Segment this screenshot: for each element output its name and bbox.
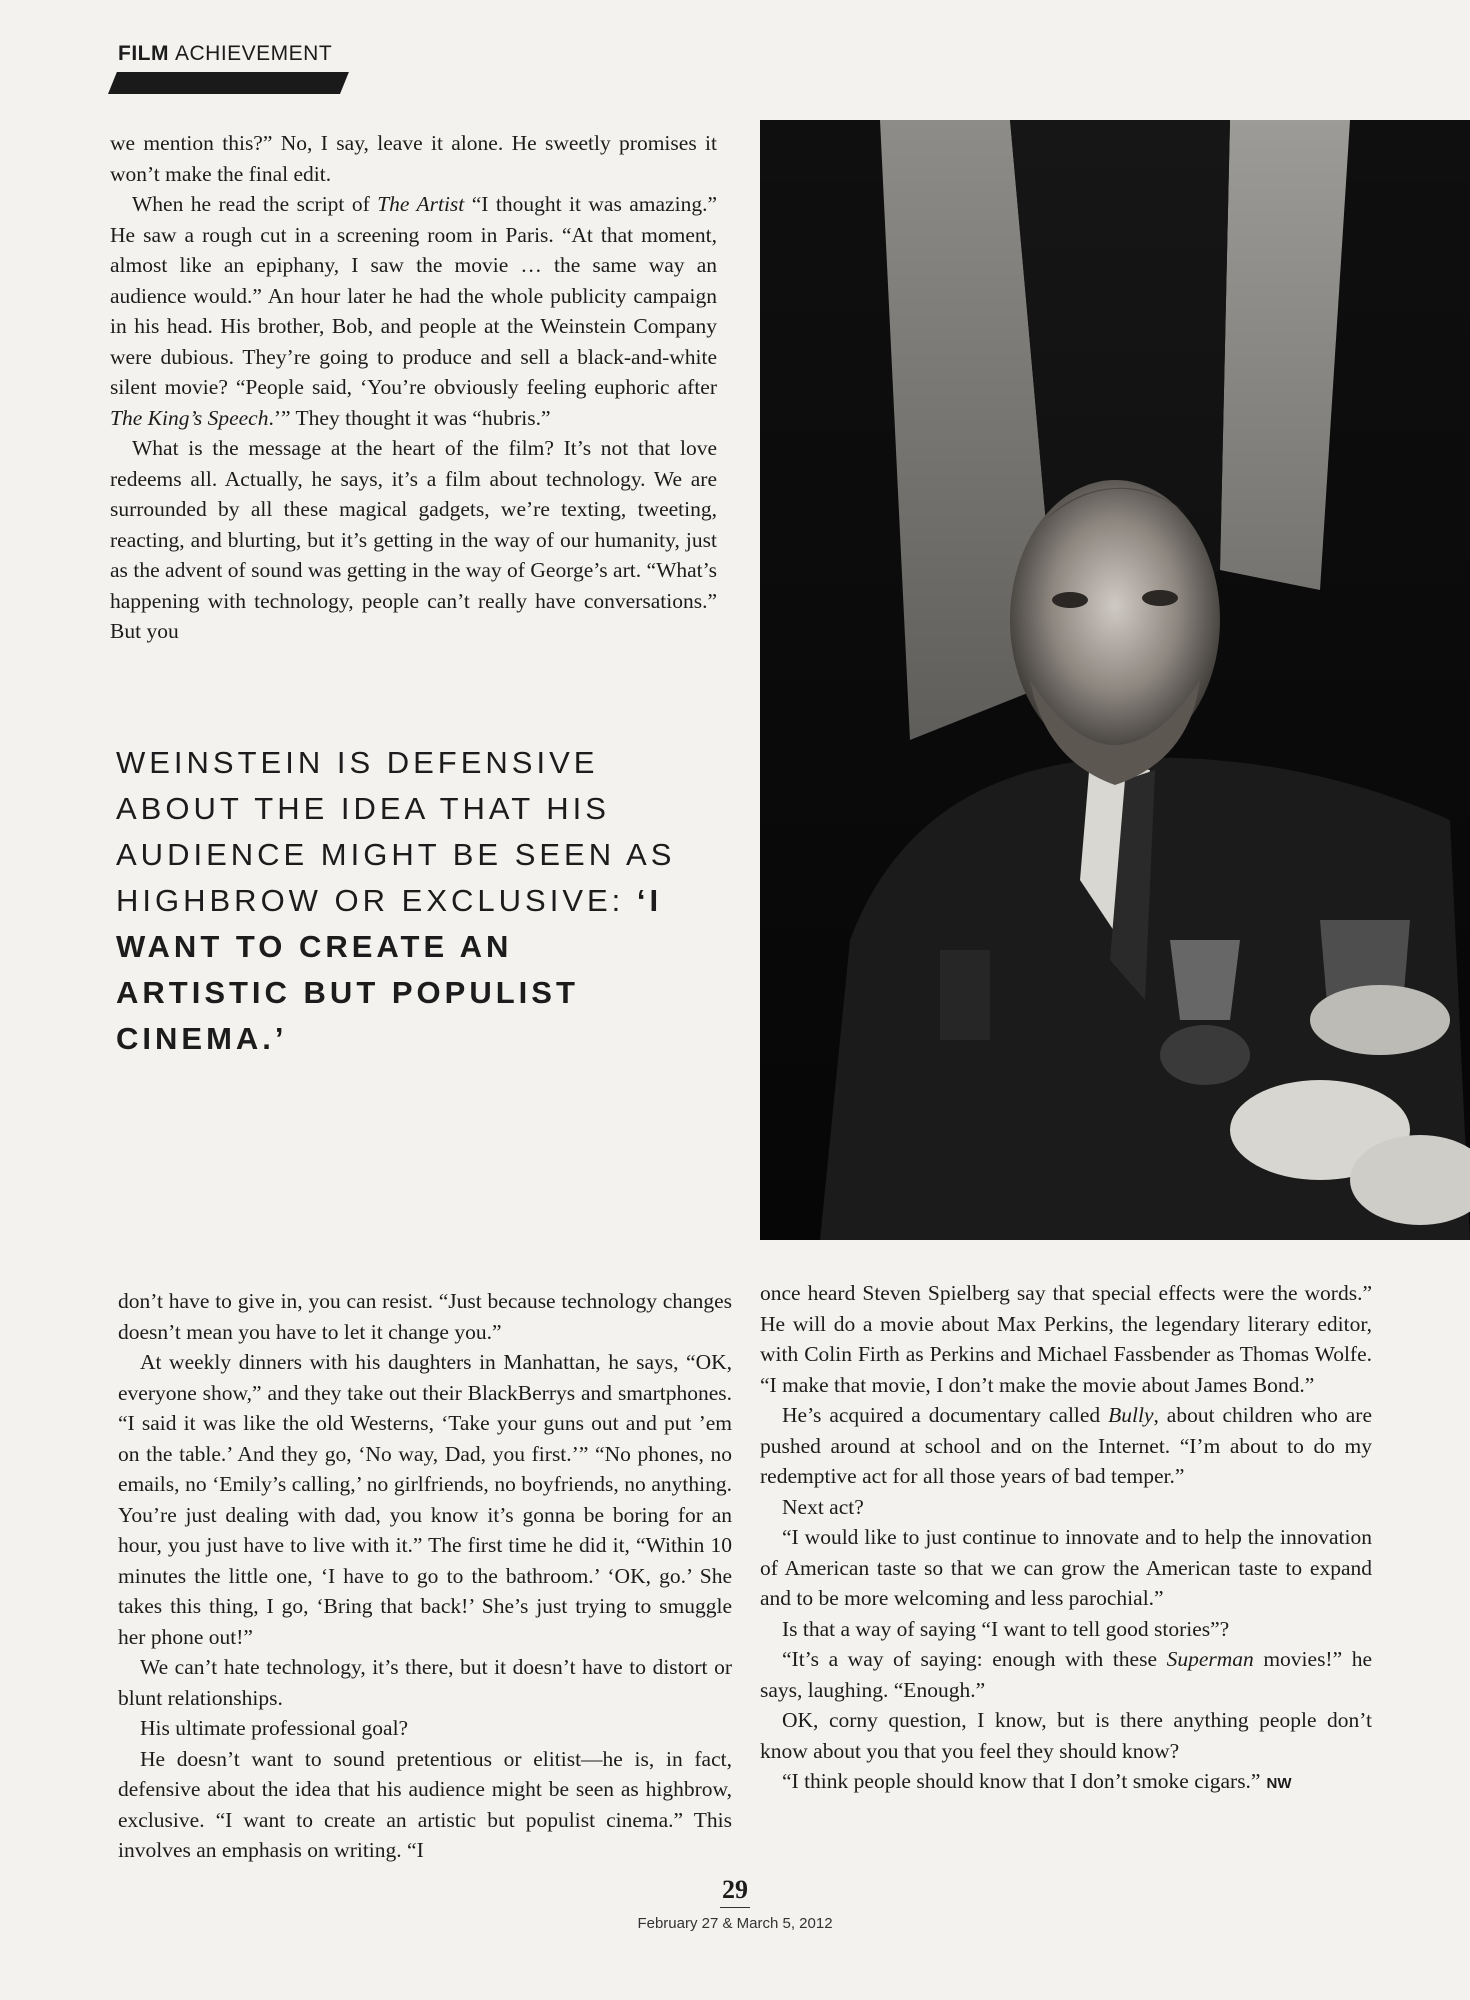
paragraph: we mention this?” No, I say, leave it alone. He sweetly promises it won’t make the final edit. (110, 131, 717, 186)
paragraph: What is the message at the heart of the film? It’s not that love redeems all. Actually, he says, it’s a film about technology. We are surrounded by all these magical gadgets, we’re texting, tweeting, reacting, and blurting, but it’s getting in the way of our humanity, just as the advent of sound was getting in the way of George’s art. “What’s happening with technology, people can’t really have conversations.” But you (110, 436, 717, 643)
paragraph: Next act? (782, 1494, 864, 1519)
text-run: He’s acquired a documentary called (782, 1403, 1109, 1427)
paragraph: OK, corny question, I know, but is there anything people don’t know about you that you feel they should know? (760, 1708, 1372, 1763)
film-title: Bully (1108, 1403, 1154, 1427)
film-title: The King’s Speech (110, 405, 269, 430)
paragraph: “I would like to just continue to innovate and to help the innovation of American taste so that we can grow the American taste to expand and to be more welcoming and less parochial.” (760, 1525, 1372, 1610)
paragraph (760, 1400, 1372, 1492)
text-run: “I thought it was amazing.” He saw a rough cut in a screening room in Paris. “At that moment, almost like an epiphany, I saw the movie … the same way an audience would.” An hour later he had the whole publicity campaign in his head. His brother, Bob, and people at the Weinstein Company were dubious. They’re going to produce and sell a black-and-white silent movie? “People said, ‘You’re obviously feeling euphoric after (110, 192, 717, 399)
section-label-text: ACHIEVEMENT (174, 42, 333, 65)
paragraph: We can’t hate technology, it’s there, but it doesn’t have to distort or blunt relationships. (118, 1655, 732, 1710)
pull-quote-emphasis: ‘I WANT TO CREATE AN ARTISTIC BUT POPULIST CINEMA.’ (116, 883, 663, 1056)
paragraph: At weekly dinners with his daughters in Manhattan, he says, “OK, everyone show,” and they take out their BlackBerrys and smartphones. “I said it was like the old Westerns, ‘Take your guns out and put ’em on the table.’ And they go, ‘No way, Dad, you first.’” “No phones, no emails, no ‘Emily’s calling,’ no girlfriends, no boyfriends, no anything. You’re just dealing with dad, you know it’s gonna be boring for an hour, you just have to live with it.” The first time he did it, “Within 10 minutes the little one, ‘I have to go to the bathroom.’ ‘OK, go.’ She takes this thing, I go, ‘Bring that back!’ She’s just trying to smuggle her phone out!” (118, 1350, 732, 1649)
text-run: movies!” he says, laughing. “Enough.” (760, 1647, 1372, 1702)
text-run: “It’s a way of saying: enough with these (782, 1647, 1167, 1671)
paragraph: He doesn’t want to sound pretentious or elitist—he is, in fact, defensive about the idea that his audience might be seen as highbrow, exclusive. “I want to create an artistic but populist cinema.” This involves an emphasis on writing. “I (118, 1746, 732, 1862)
text-run: When he read the script of (132, 192, 378, 216)
article-column-bottom-right (760, 1278, 1372, 1800)
paragraph (760, 1644, 1372, 1705)
paragraph: Is that a way of saying “I want to tell good stories”? (782, 1616, 1230, 1641)
article-column-bottom-left (118, 1286, 732, 1866)
paragraph (110, 189, 717, 433)
text-run: , about children who are pushed around at school and on the Internet. “I’m about to do my redemptive act for all those years of bad temper.” (760, 1403, 1372, 1488)
pull-quote-text: WEINSTEIN IS DEFENSIVE ABOUT THE IDEA THAT HIS AUDIENCE MIGHT BE SEEN AS HIGHBROW OR EXCLUSIVE: (116, 745, 676, 918)
footer-rule (720, 1907, 750, 1908)
paragraph (760, 1766, 1372, 1800)
section-header (108, 42, 348, 98)
text-run: .’” They thought it was “hubris.” (268, 405, 551, 430)
section-label (118, 42, 332, 66)
section-header-bar (108, 72, 349, 94)
issue-date: February 27 & March 5, 2012 (637, 1915, 833, 1932)
end-sign: NW (1266, 1775, 1292, 1792)
section-label-bold: FILM (118, 42, 169, 65)
article-column-top (110, 128, 717, 647)
film-title: The Artist (377, 192, 465, 216)
paragraph: once heard Steven Spielberg say that special effects were the words.” He will do a movie about Max Perkins, the legendary literary editor, with Colin Firth as Perkins and Michael Fassbender as Thomas Wolfe. “I make that movie, I don’t make the movie about James Bond.” (760, 1281, 1372, 1397)
text-run: “I think people should know that I don’t smoke cigars.” (782, 1769, 1261, 1793)
page-number: 29 (722, 1875, 748, 1904)
portrait-photo (760, 120, 1470, 1240)
paragraph: His ultimate professional goal? (140, 1716, 409, 1740)
pull-quote (116, 740, 676, 1062)
paragraph: don’t have to give in, you can resist. “Just because technology changes doesn’t mean you have to let it change you.” (118, 1289, 732, 1344)
portrait-photo-illustration (760, 120, 1470, 1240)
film-title: Superman (1166, 1647, 1254, 1671)
